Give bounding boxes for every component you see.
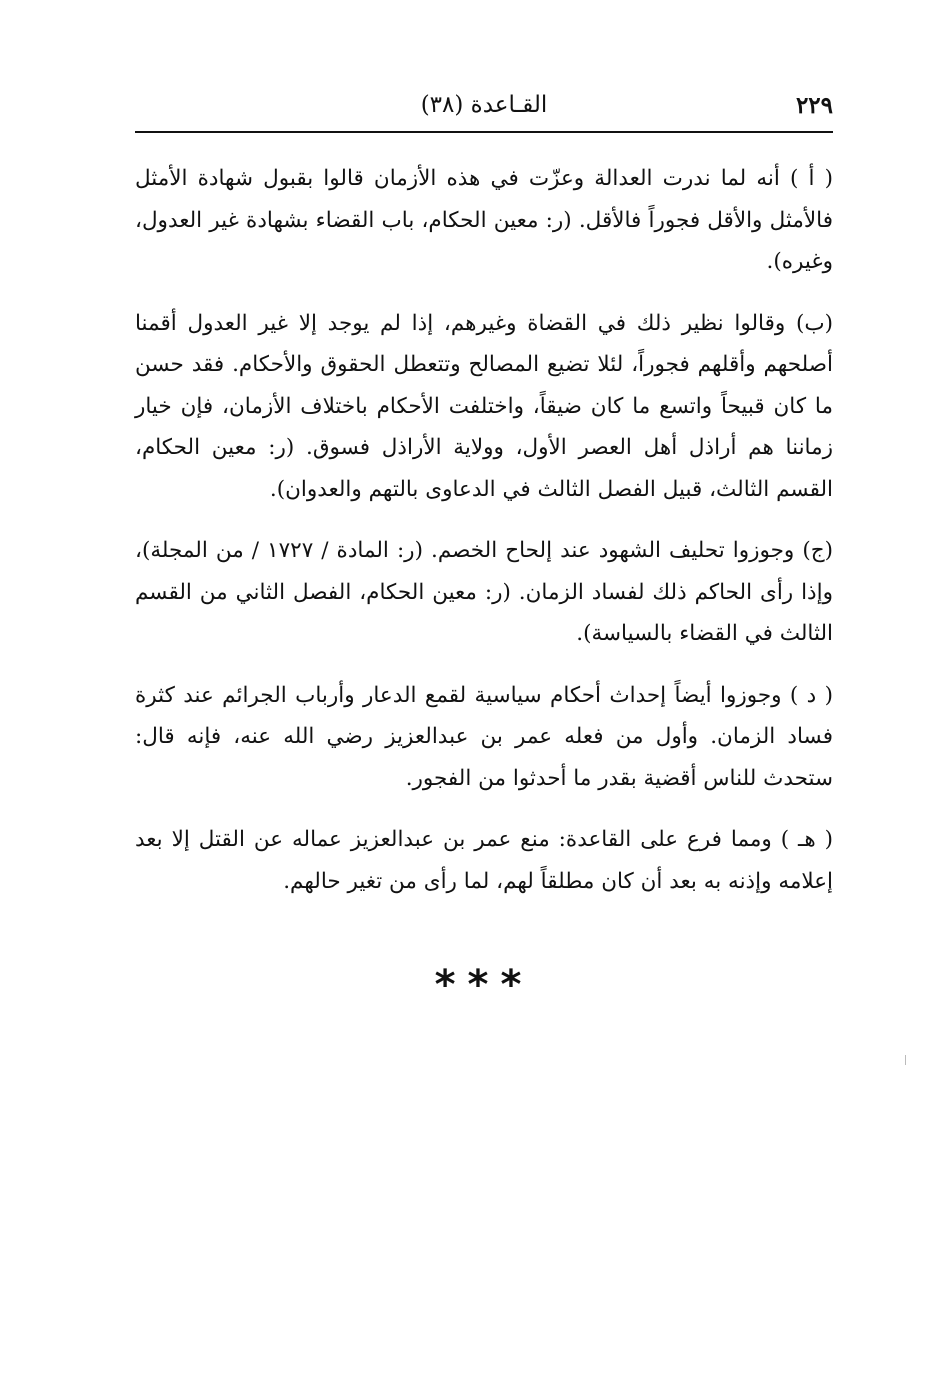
body-text [135, 158, 833, 922]
page-header [135, 88, 833, 128]
margin-mark [905, 1055, 906, 1065]
paragraph-alif: ( أ ) أنه لما ندرت العدالة وعزّت في هذه الأزمان قالوا بقبول شهادة الأمثل فالأمثل والأقل فجوراً فالأقل. (ر: معين الحكام، باب القضاء بشهادة غير العدول، وغيره). [135, 166, 833, 274]
section-divider-asterisks: *** [434, 962, 534, 1008]
running-title: القـاعدة (٣٨) [420, 92, 548, 118]
paragraph-dal: ( د ) وجوزوا أيضاً إحداث أحكام سياسية لقمع الدعار وأرباب الجرائم عند كثرة فساد الزمان. وأول من فعله عمر بن عبدالعزيز رضي الله عنه، فإنه قال: ستحدث للناس أقضية بقدر ما أحدثوا من الفجور. [135, 682, 833, 791]
header-rule [135, 131, 833, 133]
paragraph-ba: (ب) وقالوا نظير ذلك في القضاة وغيرهم، إذا لم يوجد إلا غير العدول أقمنا أصلحهم وأقلهم فجوراً، لئلا تضيع المصالح وتتعطل الحقوق والأحكام. فقد حسن ما كان قبيحاً واتسع ما كان ضيقاً، واختلفت الأحكام باختلاف الأزمان، فإن خيار زماننا هم أراذل أهل العصر الأول، وولاية الأراذل فسوق. (ر: معين الحكام، القسم الثالث، قبيل الفصل الثالث في الدعاوى بالتهم والعدوان). [135, 310, 833, 502]
page-number: ٢٢٩ [795, 92, 833, 119]
paragraph-ha: ( هـ ) ومما فرع على القاعدة: منع عمر بن عبدالعزيز عماله عن القتل إلا بعد إعلامه وإذنه به بعد أن كان مطلقاً لهم، لما رأى من تغير حالهم. [135, 827, 833, 894]
paragraph-jim: (ج) وجوزوا تحليف الشهود عند إلحاح الخصم. (ر: المادة / ١٧٢٧ / من المجلة)، وإذا رأى الحاكم ذلك لفساد الزمان. (ر: معين الحكام، الفصل الثاني من القسم الثالث في القضاء بالسياسة). [135, 538, 834, 646]
